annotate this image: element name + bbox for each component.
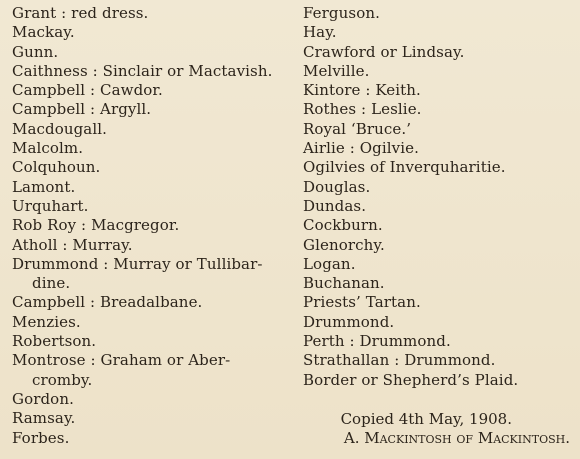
right-column-entry: Logan. [303, 254, 356, 273]
right-column-entry: Rothes : Leslie. [303, 100, 422, 119]
left-column-entry: Mackay. [12, 23, 75, 42]
left-column-entry: Malcolm. [12, 139, 84, 158]
right-column-entry: Ferguson. [303, 4, 380, 22]
right-column-entry: Ogilvies of Inverquharitie. [303, 158, 506, 177]
left-column-entry: Urquhart. [12, 196, 89, 215]
left-column [12, 4, 297, 448]
right-column-entry: Crawford or Lindsay. [303, 42, 465, 61]
right-column-entry: Perth : Drummond. [303, 332, 451, 351]
left-column-entry: Gunn. [12, 42, 59, 61]
right-column-entry: Hay. [303, 23, 337, 42]
signature-block [341, 410, 570, 449]
left-column-entry: Gordon. [12, 389, 74, 408]
right-column-entry: Royal ‘Bruce.’ [303, 119, 412, 138]
left-column-entry: Drummond : Murray or Tullibar- [12, 254, 263, 273]
left-column-entry: Campbell : Argyll. [12, 100, 152, 119]
right-column-entry: Airlie : Ogilvie. [303, 139, 419, 158]
right-column-entry: Strathallan : Drummond. [303, 351, 496, 370]
right-column-entry: Border or Shepherd’s Plaid. [303, 370, 519, 389]
left-column-entry: dine. [32, 274, 71, 293]
right-column-entry: Dundas. [303, 196, 367, 215]
left-column-entry: Grant : red dress. [12, 4, 149, 22]
right-column [303, 4, 575, 390]
left-column-entry: Menzies. [12, 312, 81, 331]
left-column-entry: Rob Roy : Macgregor. [12, 216, 180, 235]
left-column-entry: Caithness : Sinclair or Mactavish. [12, 61, 273, 80]
left-column-entry: Atholl : Murray. [12, 235, 133, 254]
right-column-entry: Cockburn. [303, 216, 383, 235]
right-column-entry: Douglas. [303, 177, 371, 196]
left-column-entry: Colquhoun. [12, 158, 101, 177]
left-column-entry: Macdougall. [12, 119, 108, 138]
left-column-entry: cromby. [32, 370, 93, 389]
signature-name: A. Mackintosh of Mackintosh. [343, 429, 570, 448]
right-column-entry: Kintore : Keith. [303, 81, 421, 100]
left-column-entry: Forbes. [12, 428, 70, 447]
right-column-entry: Melville. [303, 61, 370, 80]
left-column-entry: Campbell : Cawdor. [12, 81, 163, 100]
right-column-entry: Drummond. [303, 312, 395, 331]
right-column-entry: Glenorchy. [303, 235, 385, 254]
copy-date-line: Copied 4th May, 1908. [340, 410, 512, 428]
right-column-entry: Buchanan. [303, 274, 385, 293]
left-column-entry: Ramsay. [12, 409, 76, 428]
left-column-entry: Montrose : Graham or Aber- [12, 351, 231, 370]
left-column-entry: Campbell : Breadalbane. [12, 293, 203, 312]
left-column-entry: Robertson. [12, 332, 97, 351]
right-column-entry: Priests’ Tartan. [303, 293, 421, 312]
left-column-entry: Lamont. [12, 177, 76, 196]
